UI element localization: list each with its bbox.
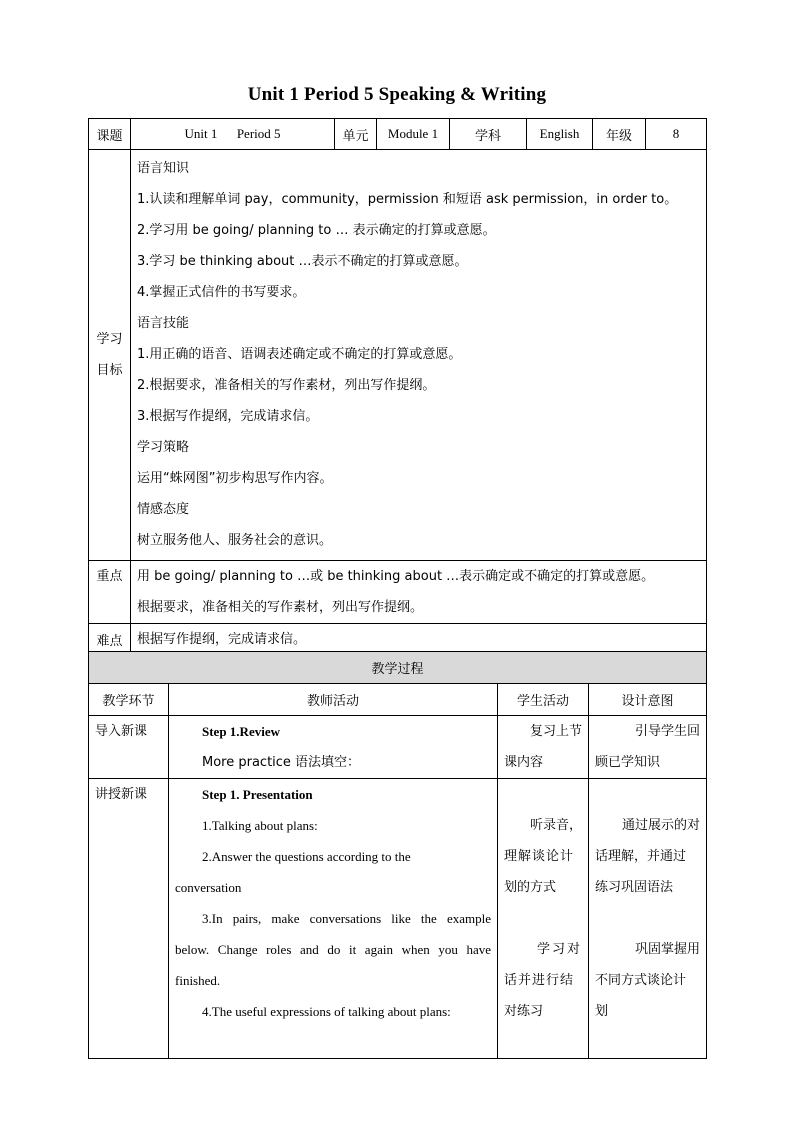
header-row [89, 119, 707, 150]
new-step-title: Step 1. Presentation [202, 787, 313, 802]
lesson-label: 课题 [89, 119, 131, 150]
intro-design [589, 716, 707, 779]
col-design: 设计意图 [589, 684, 707, 716]
key-point-line: 根据要求，准备相关的写作素材，列出写作提纲。 [137, 600, 424, 615]
difficulties-label: 难点 [89, 624, 131, 656]
design-line: 划 [595, 1004, 609, 1019]
objectives-label [89, 150, 131, 561]
difficulty-line: 根据写作提纲，完成请求信。 [137, 632, 307, 647]
col-student: 学生活动 [498, 684, 589, 716]
process-band-row [89, 652, 707, 684]
lesson-info-table [88, 118, 707, 656]
design-line: 通过展示的对 [622, 818, 701, 833]
objectives-label-line: 目标 [96, 363, 123, 378]
objective-line: 2.学习用 be going/ planning to … 表示确定的打算或意愿。 [137, 223, 496, 238]
objective-line: 3.学习 be thinking about …表示不确定的打算或意愿。 [137, 254, 468, 269]
design-line [595, 903, 700, 934]
teaching-process-table [88, 651, 707, 1059]
new-teacher [169, 779, 498, 1059]
subject-label: 学科 [450, 119, 527, 150]
intro-step-text: More practice 语法填空： [202, 755, 361, 770]
col-teacher: 教师活动 [169, 684, 498, 716]
student-line: 课内容 [504, 755, 544, 770]
objective-line: 语言技能 [137, 316, 190, 331]
teacher-item: below. Change roles and do it again when you have [175, 942, 491, 957]
student-line [504, 903, 582, 934]
intro-step-title: Step 1.Review [202, 724, 280, 739]
objectives-label-line: 学习 [96, 332, 123, 347]
student-line [504, 779, 582, 810]
col-stage: 教学环节 [89, 684, 169, 716]
grade-label: 年级 [593, 119, 646, 150]
new-student [498, 779, 589, 1059]
objectives-row [89, 150, 707, 561]
teacher-item: conversation [175, 880, 242, 895]
teacher-item: finished. [175, 973, 221, 988]
intro-stage: 导入新课 [89, 716, 169, 779]
intro-student [498, 716, 589, 779]
intro-teacher [169, 716, 498, 779]
design-line: 巩固掌握用 [635, 942, 701, 957]
design-line: 练习巩固语法 [595, 880, 674, 895]
unit-value: Module 1 [377, 119, 450, 150]
teacher-item: 4.The useful expressions of talking about plans: [202, 1004, 451, 1019]
teacher-item: 1.Talking about plans: [202, 818, 318, 833]
student-line: 对练习 [504, 1004, 544, 1019]
objective-line: 学习策略 [137, 440, 190, 455]
objective-line: 1.认读和理解单词 pay，community，permission 和短语 ask permission，in order to。 [137, 192, 678, 207]
key-points-row [89, 561, 707, 624]
design-line: 不同方式谈论计 [595, 973, 687, 988]
objective-line: 树立服务他人、服务社会的意识。 [137, 533, 333, 548]
teacher-item: 2.Answer the questions according to the [202, 849, 411, 864]
objective-line: 3.根据写作提纲，完成请求信。 [137, 409, 319, 424]
intro-row [89, 716, 707, 779]
student-line: 复习上节 [529, 724, 582, 739]
student-line: 听录音， [529, 818, 582, 833]
design-line: 话理解，并通过 [595, 849, 687, 864]
key-point-line: 用 be going/ planning to …或 be thinking about …表示确定或不确定的打算或意愿。 [137, 569, 655, 584]
student-line: 理解谈论计 [504, 849, 575, 864]
design-line: 顾已学知识 [595, 755, 661, 770]
student-line: 话并进行结 [504, 973, 575, 988]
objective-line: 2.根据要求，准备相关的写作素材，列出写作提纲。 [137, 378, 436, 393]
page-title: Unit 1 Period 5 Speaking & Writing [247, 84, 547, 105]
new-lesson-row [89, 779, 707, 1059]
key-points-label: 重点 [89, 561, 131, 624]
objective-line: 1.用正确的语音、语调表述确定或不确定的打算或意愿。 [137, 347, 462, 362]
objective-line: 运用“蛛网图”初步构思写作内容。 [137, 471, 333, 486]
key-points-content [131, 561, 707, 624]
design-line: 引导学生回 [635, 724, 701, 739]
teacher-item: 3.In pairs, make conversations like the example [202, 911, 491, 926]
process-band: 教学过程 [89, 652, 707, 684]
objectives-content [131, 150, 707, 561]
unit-label: 单元 [335, 119, 377, 150]
objective-line: 4.掌握正式信件的书写要求。 [137, 285, 306, 300]
student-line: 学习对 [536, 942, 582, 957]
grade-value: 8 [646, 119, 707, 150]
subject-value: English [527, 119, 593, 150]
lesson-value: Unit 1 Period 5 [131, 119, 335, 150]
new-design [589, 779, 707, 1059]
new-stage: 讲授新课 [89, 779, 169, 1059]
process-header-row [89, 684, 707, 716]
design-line [595, 779, 700, 810]
objective-line: 情感态度 [137, 502, 190, 517]
student-line: 划的方式 [504, 880, 557, 895]
objective-line: 语言知识 [137, 161, 190, 176]
